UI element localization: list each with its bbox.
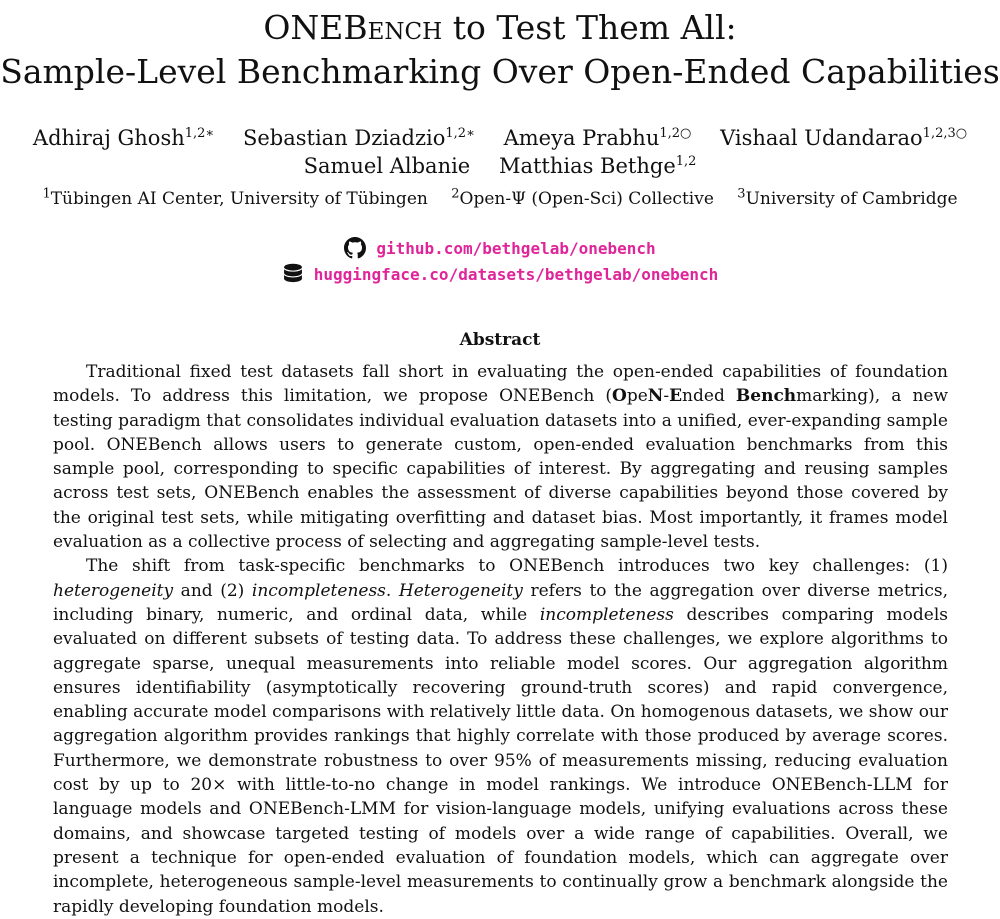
affiliation-list [0, 186, 1000, 209]
abstract-paragraph-2: The shift from task-specific benchmarks to ONEBench introduces two key challenges: (1) heterogeneity and (2) incompleteness. Heterogeneity refers to the aggregation over diverse metrics, including binary, numeric, and ordinal data, while incompleteness describes comparing models evaluated on different subsets of testing data. To address these challenges, we explore algorithms to aggregate sparse, unequal measurements into reliable model scores. Our aggregation algorithm ensures identifiability (asymptotically recovering ground-truth scores) and rapid convergence, enabling accurate model comparisons with relatively little data. On homogenous datasets, we show our aggregation algorithm provides rankings that highly correlate with those produced by average scores. Furthermore, we demonstrate robustness to over 95% of measurements missing, reducing evaluation cost by up to 20× with little-to-no change in model rankings. We introduce ONEBench-LLM for language models and ONEBench-LMM for vision-language models, unifying evaluations across these domains, and showcase targeted testing of models over a wide range of capabilities. Overall, we present a technique for open-ended evaluation of foundation models, which can aggregate over incomplete, heterogeneous sample-level measurements to continually grow a benchmark alongside the rapidly developing foundation models. [53, 556, 948, 917]
affiliation: $^3$University of Cambridge [737, 186, 958, 209]
abstract-paragraph-1: Traditional fixed test datasets fall short in evaluating the open-ended capabilities of foundation models. To address this limitation, we propose ONEBench (OpeN-Ended Benchmarking), a new testing paradigm that consolidates individual evaluation datasets into a unified, ever-expanding sample pool. ONEBench allows users to generate custom, open-ended evaluation benchmarks from this sample pool, corresponding to specific capabilities of interest. By aggregating and reusing samples across test sets, ONEBench enables the assessment of diverse capabilities beyond those covered by the original test sets, while mitigating overfitting and dataset bias. Most importantly, it frames model evaluation as a collective process of selecting and aggregating sample-level tests. [53, 362, 948, 553]
title-line-2: Sample-Level Benchmarking Over Open-Ended Capabilities [0, 52, 1000, 91]
abstract-heading: Abstract [459, 330, 541, 350]
github-icon [344, 237, 366, 259]
github-link[interactable]: github.com/bethgelab/onebench [376, 239, 656, 258]
huggingface-link[interactable]: huggingface.co/datasets/bethgelab/onebench [313, 265, 719, 284]
author: Ameya Prabhu$^{1,2○}$ [503, 126, 692, 150]
author: Sebastian Dziadzio$^{1,2∗}$ [242, 126, 475, 150]
affiliation: $^2$Open-Ψ (Open-Sci) Collective [451, 186, 714, 209]
abstract-body [53, 360, 948, 919]
resource-links [0, 236, 1000, 288]
database-icon [282, 263, 304, 285]
author-list [0, 124, 1000, 180]
author: Adhiraj Ghosh$^{1,2∗}$ [32, 126, 215, 150]
author: Matthias Bethge$^{1,2}$ [498, 154, 697, 178]
title-line-1: ONEBench to Test Them All: [263, 8, 737, 47]
author: Vishaal Udandarao$^{1,2,3○}$ [720, 126, 968, 150]
paper-title [0, 6, 1000, 94]
affiliation: $^1$Tübingen AI Center, University of Tübingen [42, 186, 428, 209]
author: Samuel Albanie [303, 154, 471, 178]
